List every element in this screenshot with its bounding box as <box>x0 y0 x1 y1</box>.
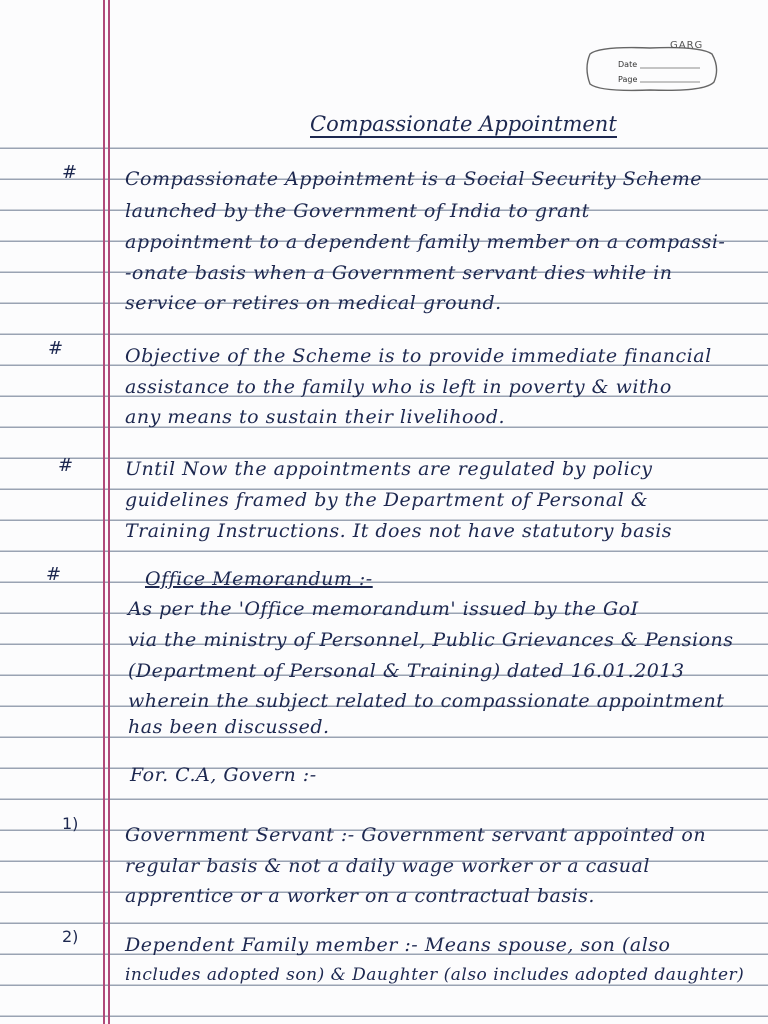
section-4-line-6: has been discussed. <box>128 716 330 738</box>
section-2-line-3: any means to sustain their livelihood. <box>125 406 506 428</box>
date-label: Date <box>618 60 638 69</box>
item-number: 2) <box>62 927 79 946</box>
bullet-symbol: # <box>62 162 78 183</box>
item-1-line-2: regular basis & not a daily wage worker or a casual <box>125 855 650 877</box>
section-1-line-2: launched by the Government of India to grant <box>125 200 590 222</box>
section-2-line-2: assistance to the family who is left in poverty & witho <box>125 376 672 398</box>
section-4-line-2: As per the 'Office memorandum' issued by the GoI <box>128 598 639 620</box>
section-3-line-1: Until Now the appointments are regulated by policy <box>125 458 653 480</box>
margin-line-right <box>108 0 110 1024</box>
margin-line-left <box>103 0 105 1024</box>
bullet-symbol: # <box>48 338 64 359</box>
item-2-line-2: includes adopted son) & Daughter (also includes adopted daughter) <box>125 965 745 985</box>
section-1-line-3: appointment to a dependent family member on a compassi- <box>125 231 726 253</box>
section-4-line-4: (Department of Personal & Training) dated 16.01.2013 <box>128 660 685 682</box>
page-title: Compassionate Appointment <box>310 112 617 136</box>
brand-logo: GARG <box>670 40 704 51</box>
section-2-line-1: Objective of the Scheme is to provide immediate financial <box>125 345 712 367</box>
for-ca-line: For. C.A, Govern :- <box>130 764 317 786</box>
section-4-line-5: wherein the subject related to compassionate appointment <box>128 690 725 712</box>
item-1-line-1: Government Servant :- Government servant appointed on <box>125 824 707 846</box>
office-memorandum-heading: Office Memorandum :- <box>145 568 373 590</box>
section-4-line-3: via the ministry of Personnel, Public Grievances & Pensions <box>128 629 734 651</box>
section-3-line-2: guidelines framed by the Department of Personal & <box>125 489 649 511</box>
bullet-symbol: # <box>58 455 74 476</box>
item-2-line-1: Dependent Family member :- Means spouse, son (also <box>125 934 671 956</box>
section-3-line-3: Training Instructions. It does not have statutory basis <box>125 520 673 542</box>
bullet-symbol: # <box>46 564 62 585</box>
section-1-line-5: service or retires on medical ground. <box>125 292 502 314</box>
item-number: 1) <box>62 814 79 833</box>
section-1-line-1: Compassionate Appointment is a Social Security Scheme <box>125 168 703 190</box>
item-1-line-3: apprentice or a worker on a contractual basis. <box>125 885 595 907</box>
date-page-box <box>580 40 720 98</box>
page-label: Page <box>618 75 638 84</box>
section-1-line-4: -onate basis when a Government servant dies while in <box>125 262 673 284</box>
